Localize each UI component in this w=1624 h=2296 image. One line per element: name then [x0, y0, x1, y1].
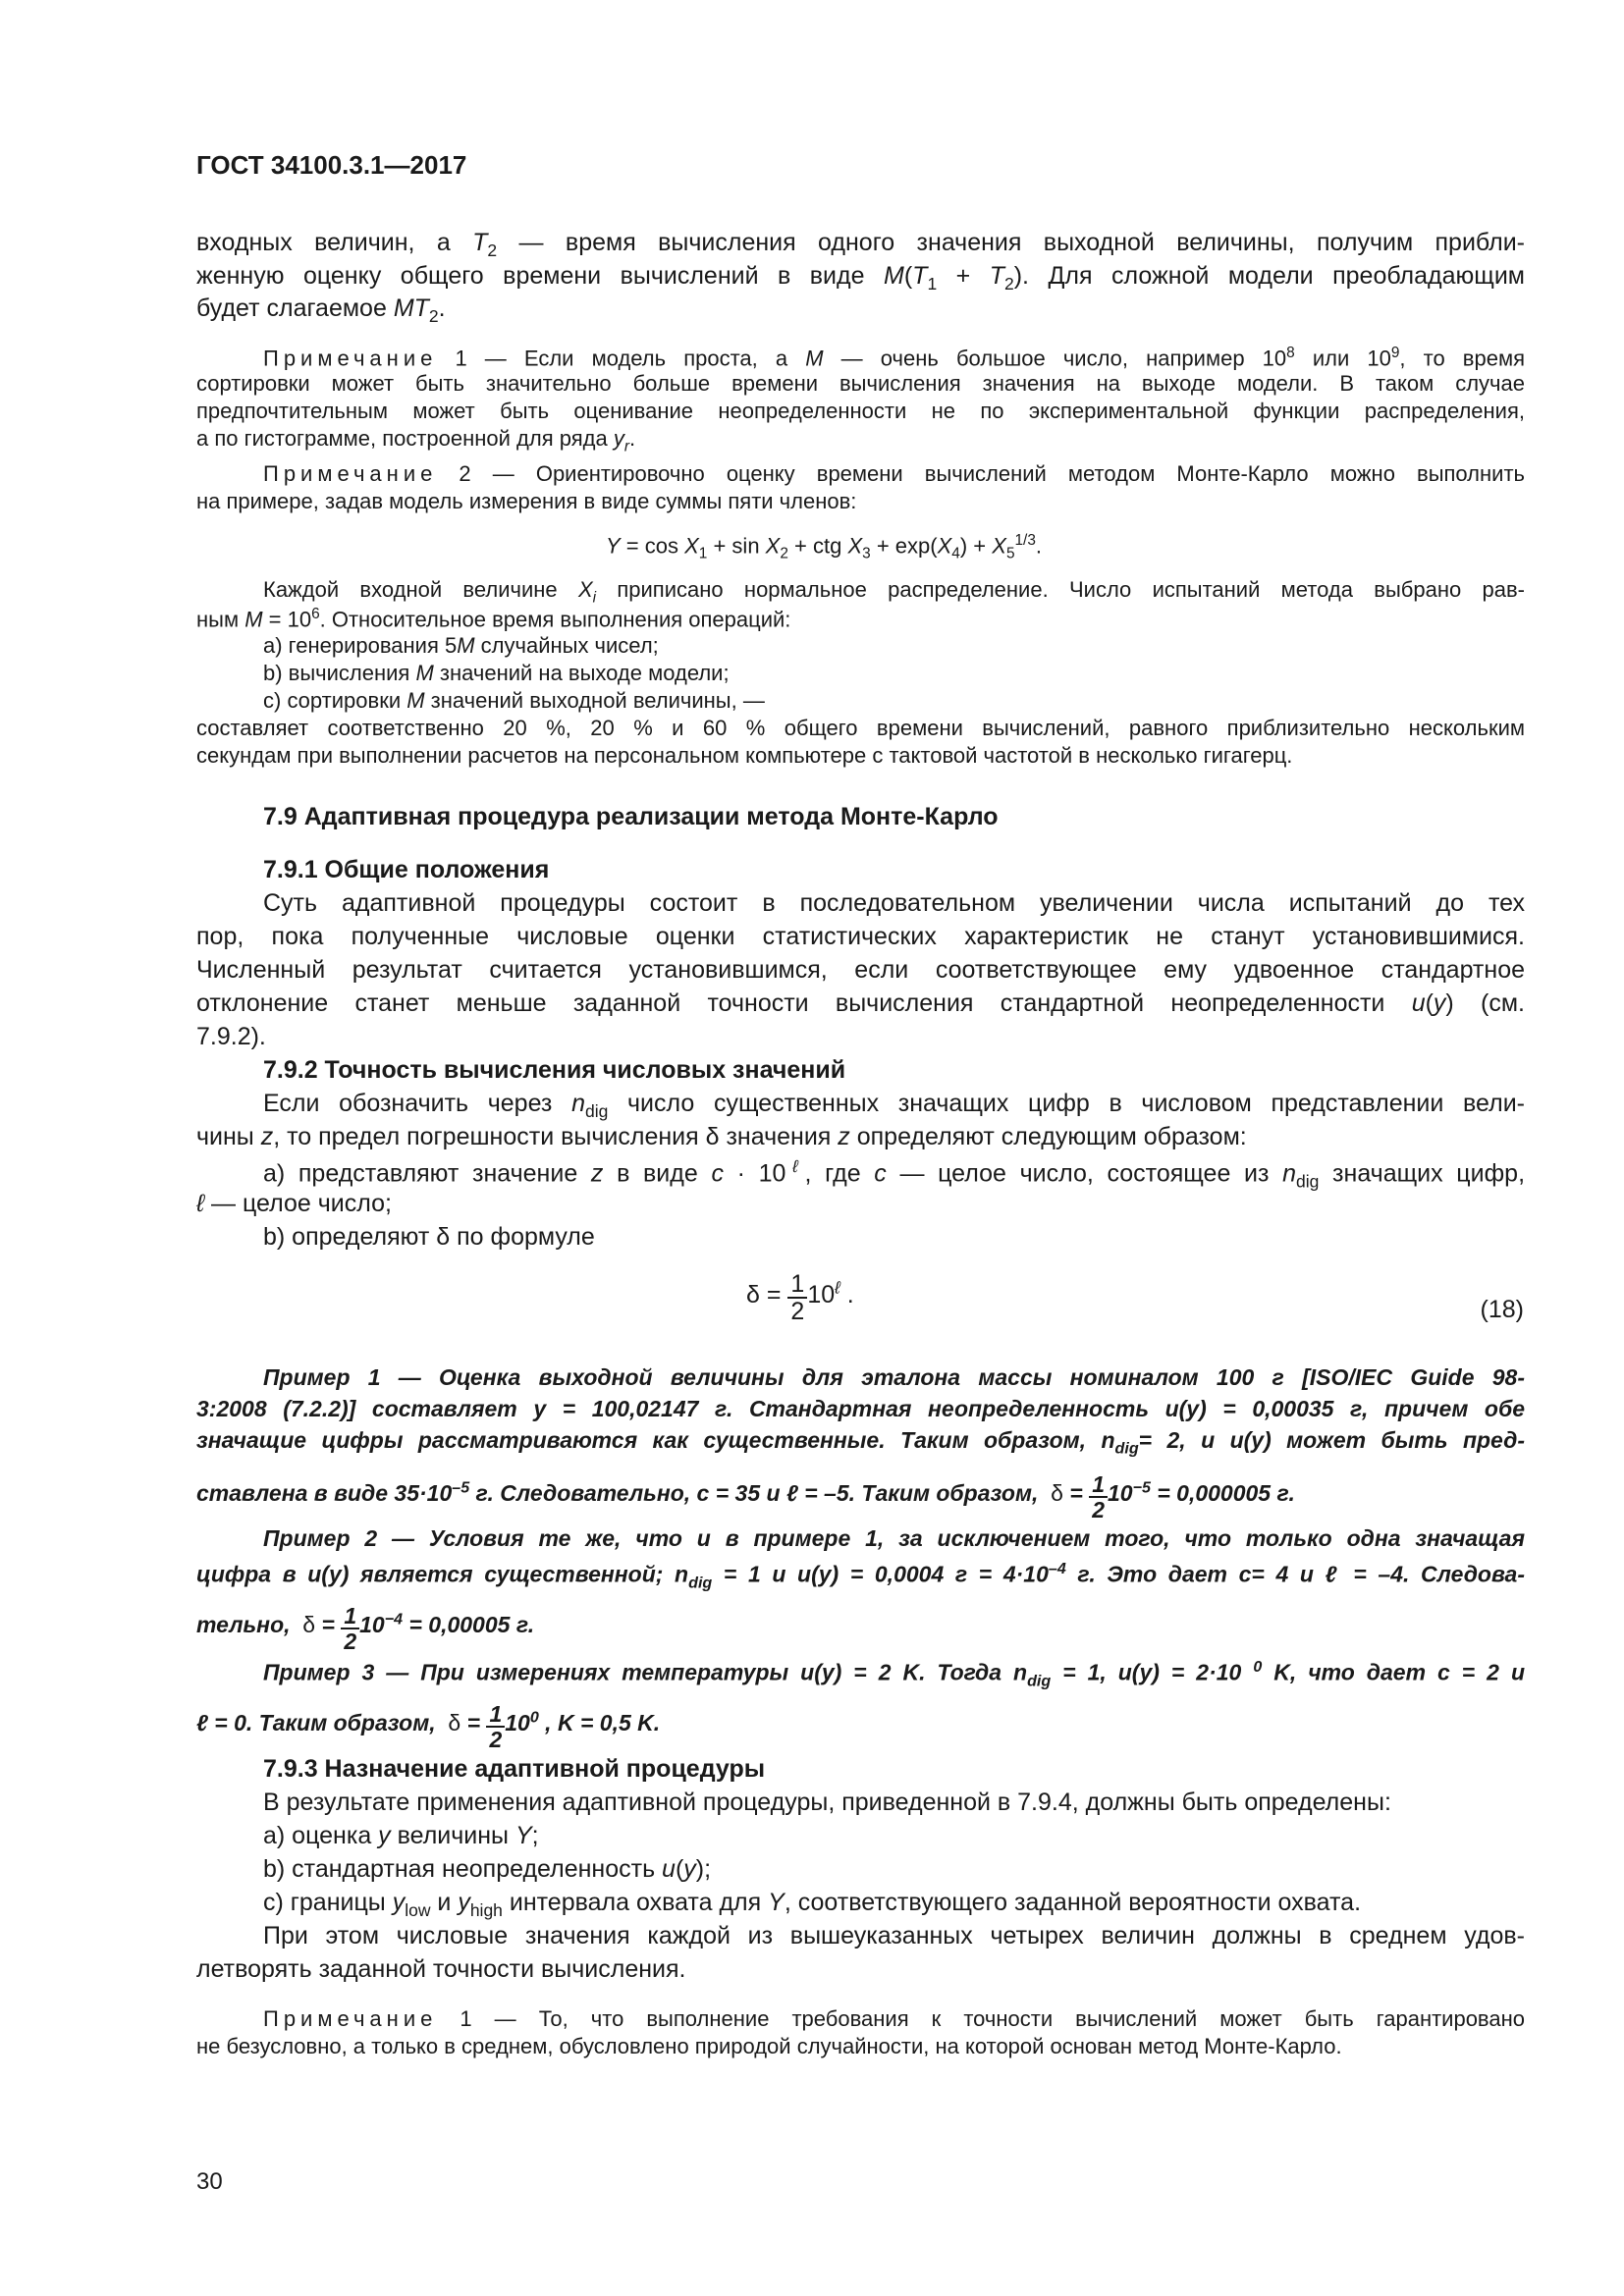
note1-line-3: предпочтительным может быть оценивание неопределенности не по экспериментальной функции распределения,	[196, 399, 1525, 423]
example2-line-3: тельно, δ = $\frac{1}{2}$ $10^{-4} = 0,00005$ г.	[196, 1603, 535, 1655]
note3-label: Примечание	[263, 2006, 438, 2031]
para-793-line-6: летворять заданной точности вычисления.	[196, 1955, 686, 1983]
note2-cont-7: секундам при выполнении расчетов на персональном компьютере с тактовой частотой в несколько гигагерц.	[196, 743, 1293, 768]
formula-18-denominator: 2	[790, 1298, 805, 1326]
note2-cont-2: ным $M = 10^6$. Относительное время выполнения операций:	[196, 606, 791, 632]
example2-line-2: цифра в u(y) является существенной; $n_{dig} = 1$ и u(y) = 0,0004 $г = 4\cdot 10^{-4}$ г. Это дает c= 4 и ℓ = –4. Следова-	[196, 1560, 1525, 1592]
para-791-line-1: Суть адаптивной процедуры состоит в последовательном увеличении числа испытаний до тех	[263, 889, 1525, 917]
para-793-line-2: а) оценка y величины Y;	[263, 1822, 539, 1849]
para-792-line-1: Если обозначить через $n_{dig}$ число существенных значащих цифр в числовом представлении вели-	[263, 1090, 1525, 1121]
example1-line-3: значащие цифры рассматриваются как существенные. Таким образом, $n_{dig}= 2$, и u(y) может быть пред-	[196, 1427, 1525, 1458]
para-791-line-5: 7.9.2).	[196, 1023, 266, 1050]
para-791-line-4: отклонение станет меньше заданной точности вычисления стандартной неопределенности u(y) (см.	[196, 989, 1525, 1017]
para-793-line-4: c) границы $y_{low}$ и $y_{high}$ интервала охвата для Y, соответствующего заданной вероятности охвата.	[263, 1889, 1362, 1920]
note3-line-2: не безусловно, а только в среднем, обусловлено природой случайности, на которой основан метод Монте-Карло.	[196, 2034, 1342, 2058]
note3-line-1: Примечание 1 — То, что выполнение требования к точности вычислений может быть гарантировано	[263, 2006, 1525, 2031]
note2-cont-3: а) генерирования 5M случайных чисел;	[263, 633, 659, 658]
note1-label: Примечание	[263, 346, 438, 371]
formula-18-numerator: 1	[787, 1271, 807, 1299]
note1-line-1: Примечание 1 — Если модель проста, а M — очень большое число, например $10^8$ или $10^9$, то время	[263, 345, 1525, 371]
para-793-line-5: При этом числовые значения каждой из вышеуказанных четырех величин должны в среднем удов-	[263, 1922, 1525, 1949]
formula-18-fraction	[787, 1271, 807, 1325]
section-7-9-heading: 7.9 Адаптивная процедура реализации метода Монте-Карло	[263, 803, 999, 830]
note2-cont-5: c) сортировки M значений выходной величины, —	[263, 688, 765, 713]
formula-sum: $Y = \cos X_1 + \sin X_2$ + ctg $X_3 + \exp(X_4) + X_5^{1/3}$.	[606, 532, 1043, 562]
example1-line-2: 3:2008 (7.2.2)] составляет y = 100,02147 г. Стандартная неопределенность u(y) = 0,00035 г, причем обе	[196, 1396, 1525, 1421]
intro-line-3: будет слагаемое $MT_2$.	[196, 294, 446, 326]
para-793-line-1: В результате применения адаптивной процедуры, приведенной в 7.9.4, должны быть определены:	[263, 1789, 1391, 1816]
formula-18	[746, 1269, 854, 1326]
example2-line-1: Пример 2 — Условия те же, что и в примере 1, за исключением того, что только одна значащая	[263, 1525, 1525, 1551]
example1-line-4: ставлена в виде $35\cdot 10^{-5}$ г. Следовательно, c = 35 и ℓ = –5. Таким образом, δ = $\frac{1}{2}$ $10^{-5} = 0,000005$ г.	[196, 1471, 1295, 1523]
para-792-line-4: ℓ — целое число;	[196, 1190, 392, 1217]
intro-line-2: женную оценку общего времени вычислений в виде $M(T_1 + T_2)$. Для сложной модели преобладающим	[196, 262, 1525, 294]
section-7-9-3-heading: 7.9.3 Назначение адаптивной процедуры	[263, 1755, 766, 1783]
para-791-line-2: пор, пока полученные числовые оценки статистических характеристик не станут установившимися.	[196, 923, 1525, 950]
example1-line-1: Пример 1 — Оценка выходной величины для эталона массы номиналом 100 г [ISO/IEC Guide 98-	[263, 1364, 1525, 1390]
para-792-line-3: а) представляют значение z в виде $c \cdot 10^\ell$, где c — целое число, состоящее из $n_{dig}$ значащих цифр,	[263, 1156, 1526, 1192]
para-793-line-3: b) стандартная неопределенность u(y);	[263, 1855, 712, 1883]
formula-18-number: (18)	[1480, 1296, 1524, 1323]
document-header: ГОСТ 34100.3.1—2017	[196, 150, 467, 180]
formula-18-lhs: δ =	[746, 1280, 782, 1308]
note1-line-4: а по гистограмме, построенной для ряда $y_r$.	[196, 426, 636, 455]
formula-18-base: 10	[807, 1280, 836, 1308]
note2-cont-6: составляет соответственно 20 %, 20 % и 60 % общего времени вычислений, равного приблизительно нескольким	[196, 716, 1525, 740]
note2-label: Примечание	[263, 461, 438, 486]
note1-line-2: сортировки может быть значительно больше времени вычисления значения на выходе модели. В таком случае	[196, 371, 1525, 396]
note2-cont-1: Каждой входной величине $X_i$ приписано нормальное распределение. Число испытаний метода выбрано рав-	[263, 577, 1525, 607]
formula-18-exponent: ℓ	[835, 1277, 840, 1298]
page-number: 30	[196, 2168, 223, 2195]
formula-18-tail: .	[839, 1280, 854, 1308]
intro-line-1: входных величин, а $T_2$ — время вычисления одного значения выходной величины, получим прибли-	[196, 229, 1525, 260]
para-792-line-2: чины z, то предел погрешности вычисления δ значения z определяют следующим образом:	[196, 1123, 1247, 1150]
section-7-9-1-heading: 7.9.1 Общие положения	[263, 856, 550, 883]
para-792-line-5: b) определяют δ по формуле	[263, 1223, 595, 1251]
example3-line-2: ℓ = 0. Таким образом, δ = $\frac{1}{2}$ $10^0$ , K = 0,5 K.	[196, 1701, 661, 1753]
note2-cont-4: b) вычисления M значений на выходе модели;	[263, 661, 730, 685]
example3-line-1: Пример 3 — При измерениях температуры u(y) = 2 K. Тогда $n_{dig} = 1$, u(y) = 2·10 $^0$ K, что дает c = 2 и	[263, 1658, 1525, 1690]
note2-line-1: Примечание 2 — Ориентировочно оценку времени вычислений методом Монте-Карло можно выполнить	[263, 461, 1525, 486]
section-7-9-2-heading: 7.9.2 Точность вычисления числовых значений	[263, 1056, 846, 1084]
note2-line-2: на примере, задав модель измерения в виде суммы пяти членов:	[196, 489, 857, 513]
para-791-line-3: Численный результат считается установившимся, если соответствующее ему удвоенное стандартное	[196, 956, 1525, 984]
